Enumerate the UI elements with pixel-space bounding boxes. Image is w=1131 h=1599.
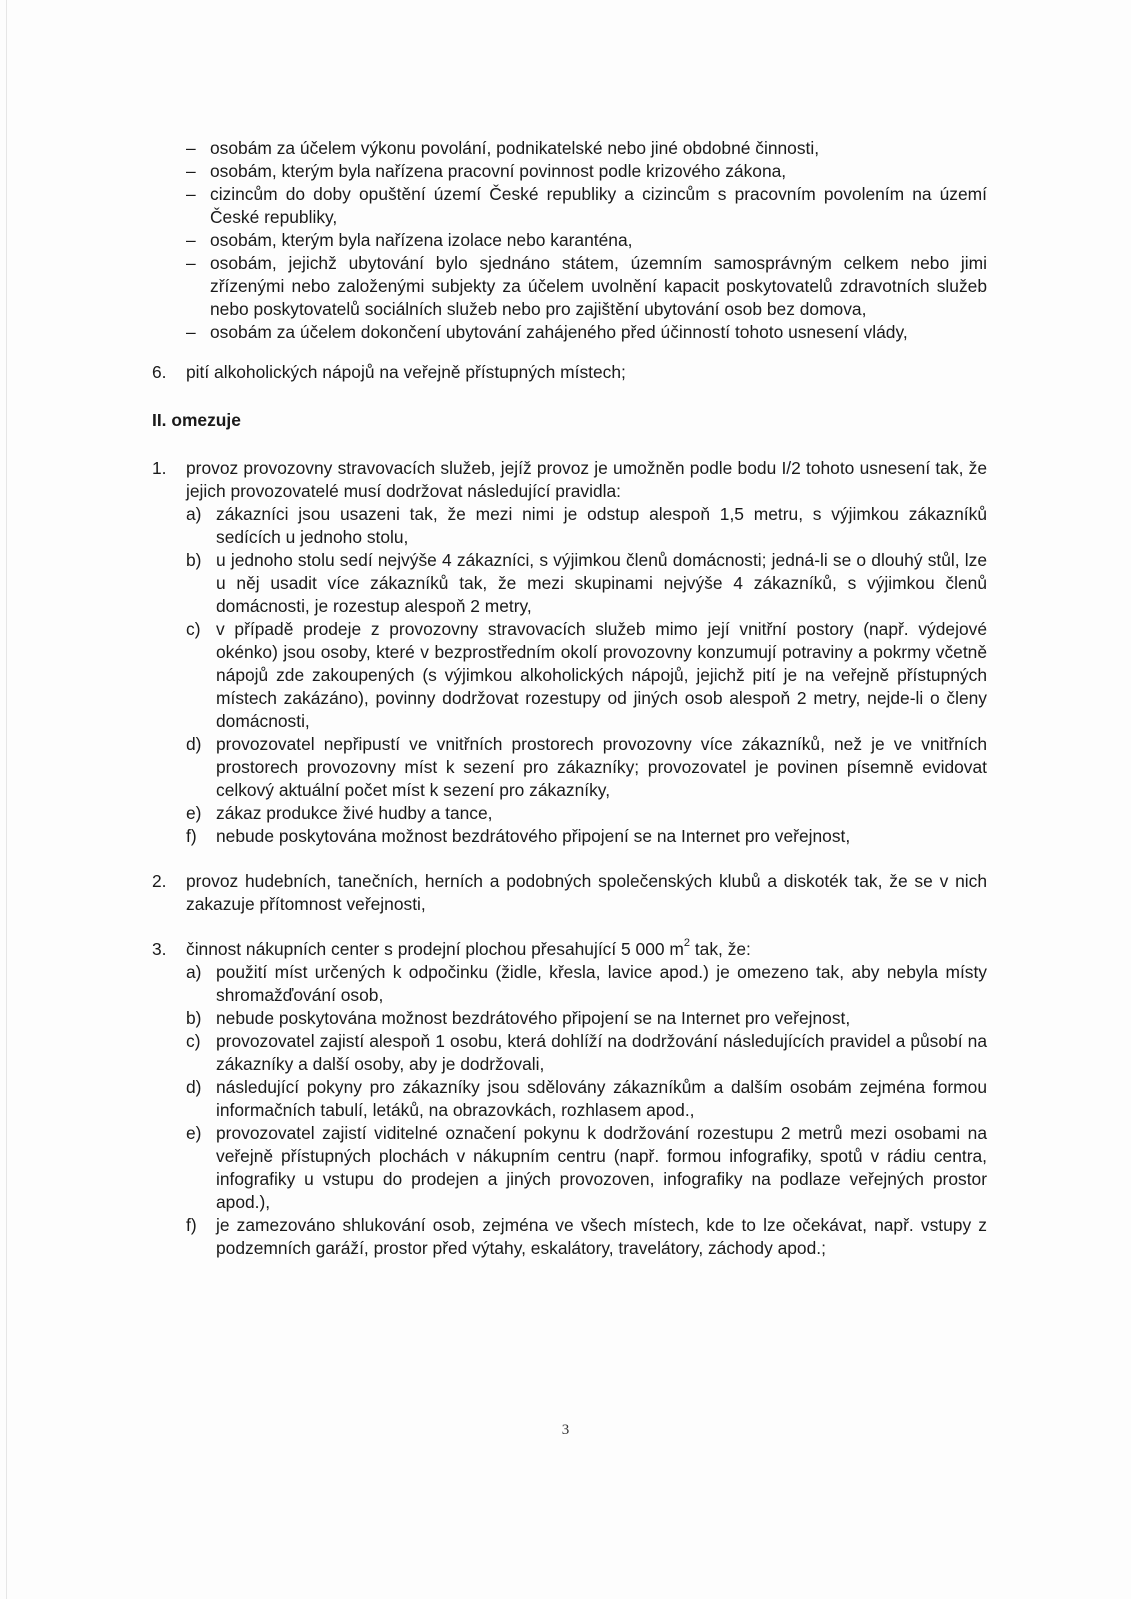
item-letter: f) [186,1215,197,1235]
item-letter: d) [186,1077,202,1097]
list-item-text: osobám za účelem výkonu povolání, podnikatelské nebo jiné obdobné činnosti, [210,138,820,158]
list-item-text: osobám, kterým byla nařízena izolace nebo karanténa, [210,230,633,250]
item-text: pití alkoholických nápojů na veřejně přístupných místech; [186,362,626,382]
item-number: 3. [152,939,167,959]
sub-item-text: provozovatel nepřipustí ve vnitřních prostorech provozovny více zákazníků, než je ve vnitřních prostorech provozovny míst k sezení pro zákazníky; provozovatel je povinen písemně evidovat celkový aktuální počet míst k sezení pro zákazníky, [216,734,987,800]
list-item-text: cizincům do doby opuštění území České republiky a cizincům s pracovním povolením na území České republiky, [210,184,987,227]
item-letter: b) [186,1008,202,1028]
list-item [152,137,987,160]
item-text-end: tak, že: [690,939,751,959]
sub-item-text: použití míst určených k odpočinku (židle, křesla, lavice apod.) je omezeno tak, aby nebyla místy shromažďování osob, [216,962,987,1005]
sub-item-text: zákazníci jsou usazeni tak, že mezi nimi je odstup alespoň 1,5 metru, s výjimkou zákazníků sedících u jednoho stolu, [216,504,987,547]
sub-item [152,549,987,618]
item-letter: e) [186,803,202,823]
item-number: 6. [152,362,167,382]
sub-item [152,503,987,549]
superscript: 2 [683,937,690,950]
sub-item-text: nebude poskytována možnost bezdrátového připojení se na Internet pro veřejnost, [216,826,851,846]
item-letter: e) [186,1123,202,1143]
page-number: 3 [561,1422,570,1438]
item-text: provoz hudebních, tanečních, herních a podobných společenských klubů a diskoték tak, že se v nich zakazuje přítomnost veřejnosti, [186,871,987,914]
sub-item-text: v případě prodeje z provozovny stravovacích služeb mimo její vnitřní postory (např. výdejové okénko) jsou osoby, které v bezprostředním okolí provozovny konzumují potraviny a pokrmy včetně nápojů zde zakoupených (s výjimkou alkoholických nápojů, jejichž pití je na veřejně přístupných místech zakázáno), povinny dodržovat rozestupy od jiných osob alespoň 2 metry, nejde-li o členy domácnosti, [216,619,987,731]
sub-item [152,1122,987,1214]
item-text: provoz provozovny stravovacích služeb, jejíž provoz je umožněn podle bodu I/2 tohoto usnesení tak, že jejich provozovatelé musí dodržovat následující pravidla: [186,458,987,501]
list-item [152,160,987,183]
dash-marker: – [186,230,196,250]
list-item-text: osobám, jejichž ubytování bylo sjednáno státem, územním samosprávným celkem nebo jimi zřízenými nebo založenými subjekty za účelem uvolnění kapacit poskytovatelů zdravotních služeb nebo poskytovatelů sociálních služeb nebo pro zajištění ubytování osob bez domova, [210,253,987,319]
dash-marker: – [186,138,196,158]
list-item-text: osobám, kterým byla nařízena pracovní povinnost podle krizového zákona, [210,161,787,181]
dash-marker: – [186,322,196,342]
item-text-start: činnost nákupních center s prodejní plochou přesahující 5 000 m [186,939,684,959]
sub-item [152,618,987,733]
section-item-2 [152,870,987,916]
dash-marker: – [186,253,196,273]
sub-item-text: je zamezováno shlukování osob, zejména ve všech místech, kde to lze očekávat, např. vstupy z podzemních garáží, prostor před výtahy, eskalátory, travelátory, záchody apod.; [216,1215,987,1258]
list-item [152,229,987,252]
dash-marker: – [186,184,196,204]
numbered-item-6 [152,361,987,384]
item-letter: a) [186,962,202,982]
item-number: 2. [152,871,167,891]
sub-item-text: u jednoho stolu sedí nejvýše 4 zákazníci, s výjimkou členů domácnosti; jedná-li se o dlouhý stůl, lze u něj usadit více zákazníků tak, že mezi skupinami nejvýše 4 zákazníků, s výjimkou členů domácnosti, je rozestup alespoň 2 metry, [216,550,987,616]
sub-item-text: následující pokyny pro zákazníky jsou sdělovány zákazníkům a dalším osobám zejména formou informačních tabulí, letáků, na obrazovkách, rozhlasem apod., [216,1077,987,1120]
scan-edge-line [6,0,7,1599]
list-item [152,321,987,344]
sub-item [152,825,987,848]
section-item-3 [152,938,987,961]
item-letter: d) [186,734,202,754]
sub-item-text: provozovatel zajistí viditelné označení pokynu k dodržování rozestupu 2 metrů mezi osobami na veřejně přístupných plochách v nákupním centru (např. formou infografiky, spotů v rádiu centra, infografiky u vstupu do prodejen a jiných provozoven, infografiky na podlaze veřejných prostor apod.), [216,1123,987,1212]
sub-item [152,1030,987,1076]
sub-item [152,1076,987,1122]
list-item [152,252,987,321]
item-letter: a) [186,504,202,524]
list-item-text: osobám za účelem dokončení ubytování zahájeného před účinností tohoto usnesení vlády, [210,322,908,342]
item-letter: c) [186,1031,201,1051]
section-item-1 [152,457,987,503]
sub-item [152,1007,987,1030]
sub-item [152,802,987,825]
item-text [186,939,751,959]
sub-item [152,733,987,802]
item-letter: f) [186,826,197,846]
item-number: 1. [152,458,167,478]
section-heading: II. omezuje [152,410,241,430]
document-body [152,137,987,1260]
sub-item-text: provozovatel zajistí alespoň 1 osobu, která dohlíží na dodržování následujících pravidel a působí na zákazníky a další osoby, aby je dodržovali, [216,1031,987,1074]
sub-item-text: zákaz produkce živé hudby a tance, [216,803,493,823]
item-letter: c) [186,619,201,639]
sub-item [152,1214,987,1260]
list-item [152,183,987,229]
dash-marker: – [186,161,196,181]
item-letter: b) [186,550,202,570]
sub-item [152,961,987,1007]
sub-item-text: nebude poskytována možnost bezdrátového připojení se na Internet pro veřejnost, [216,1008,851,1028]
